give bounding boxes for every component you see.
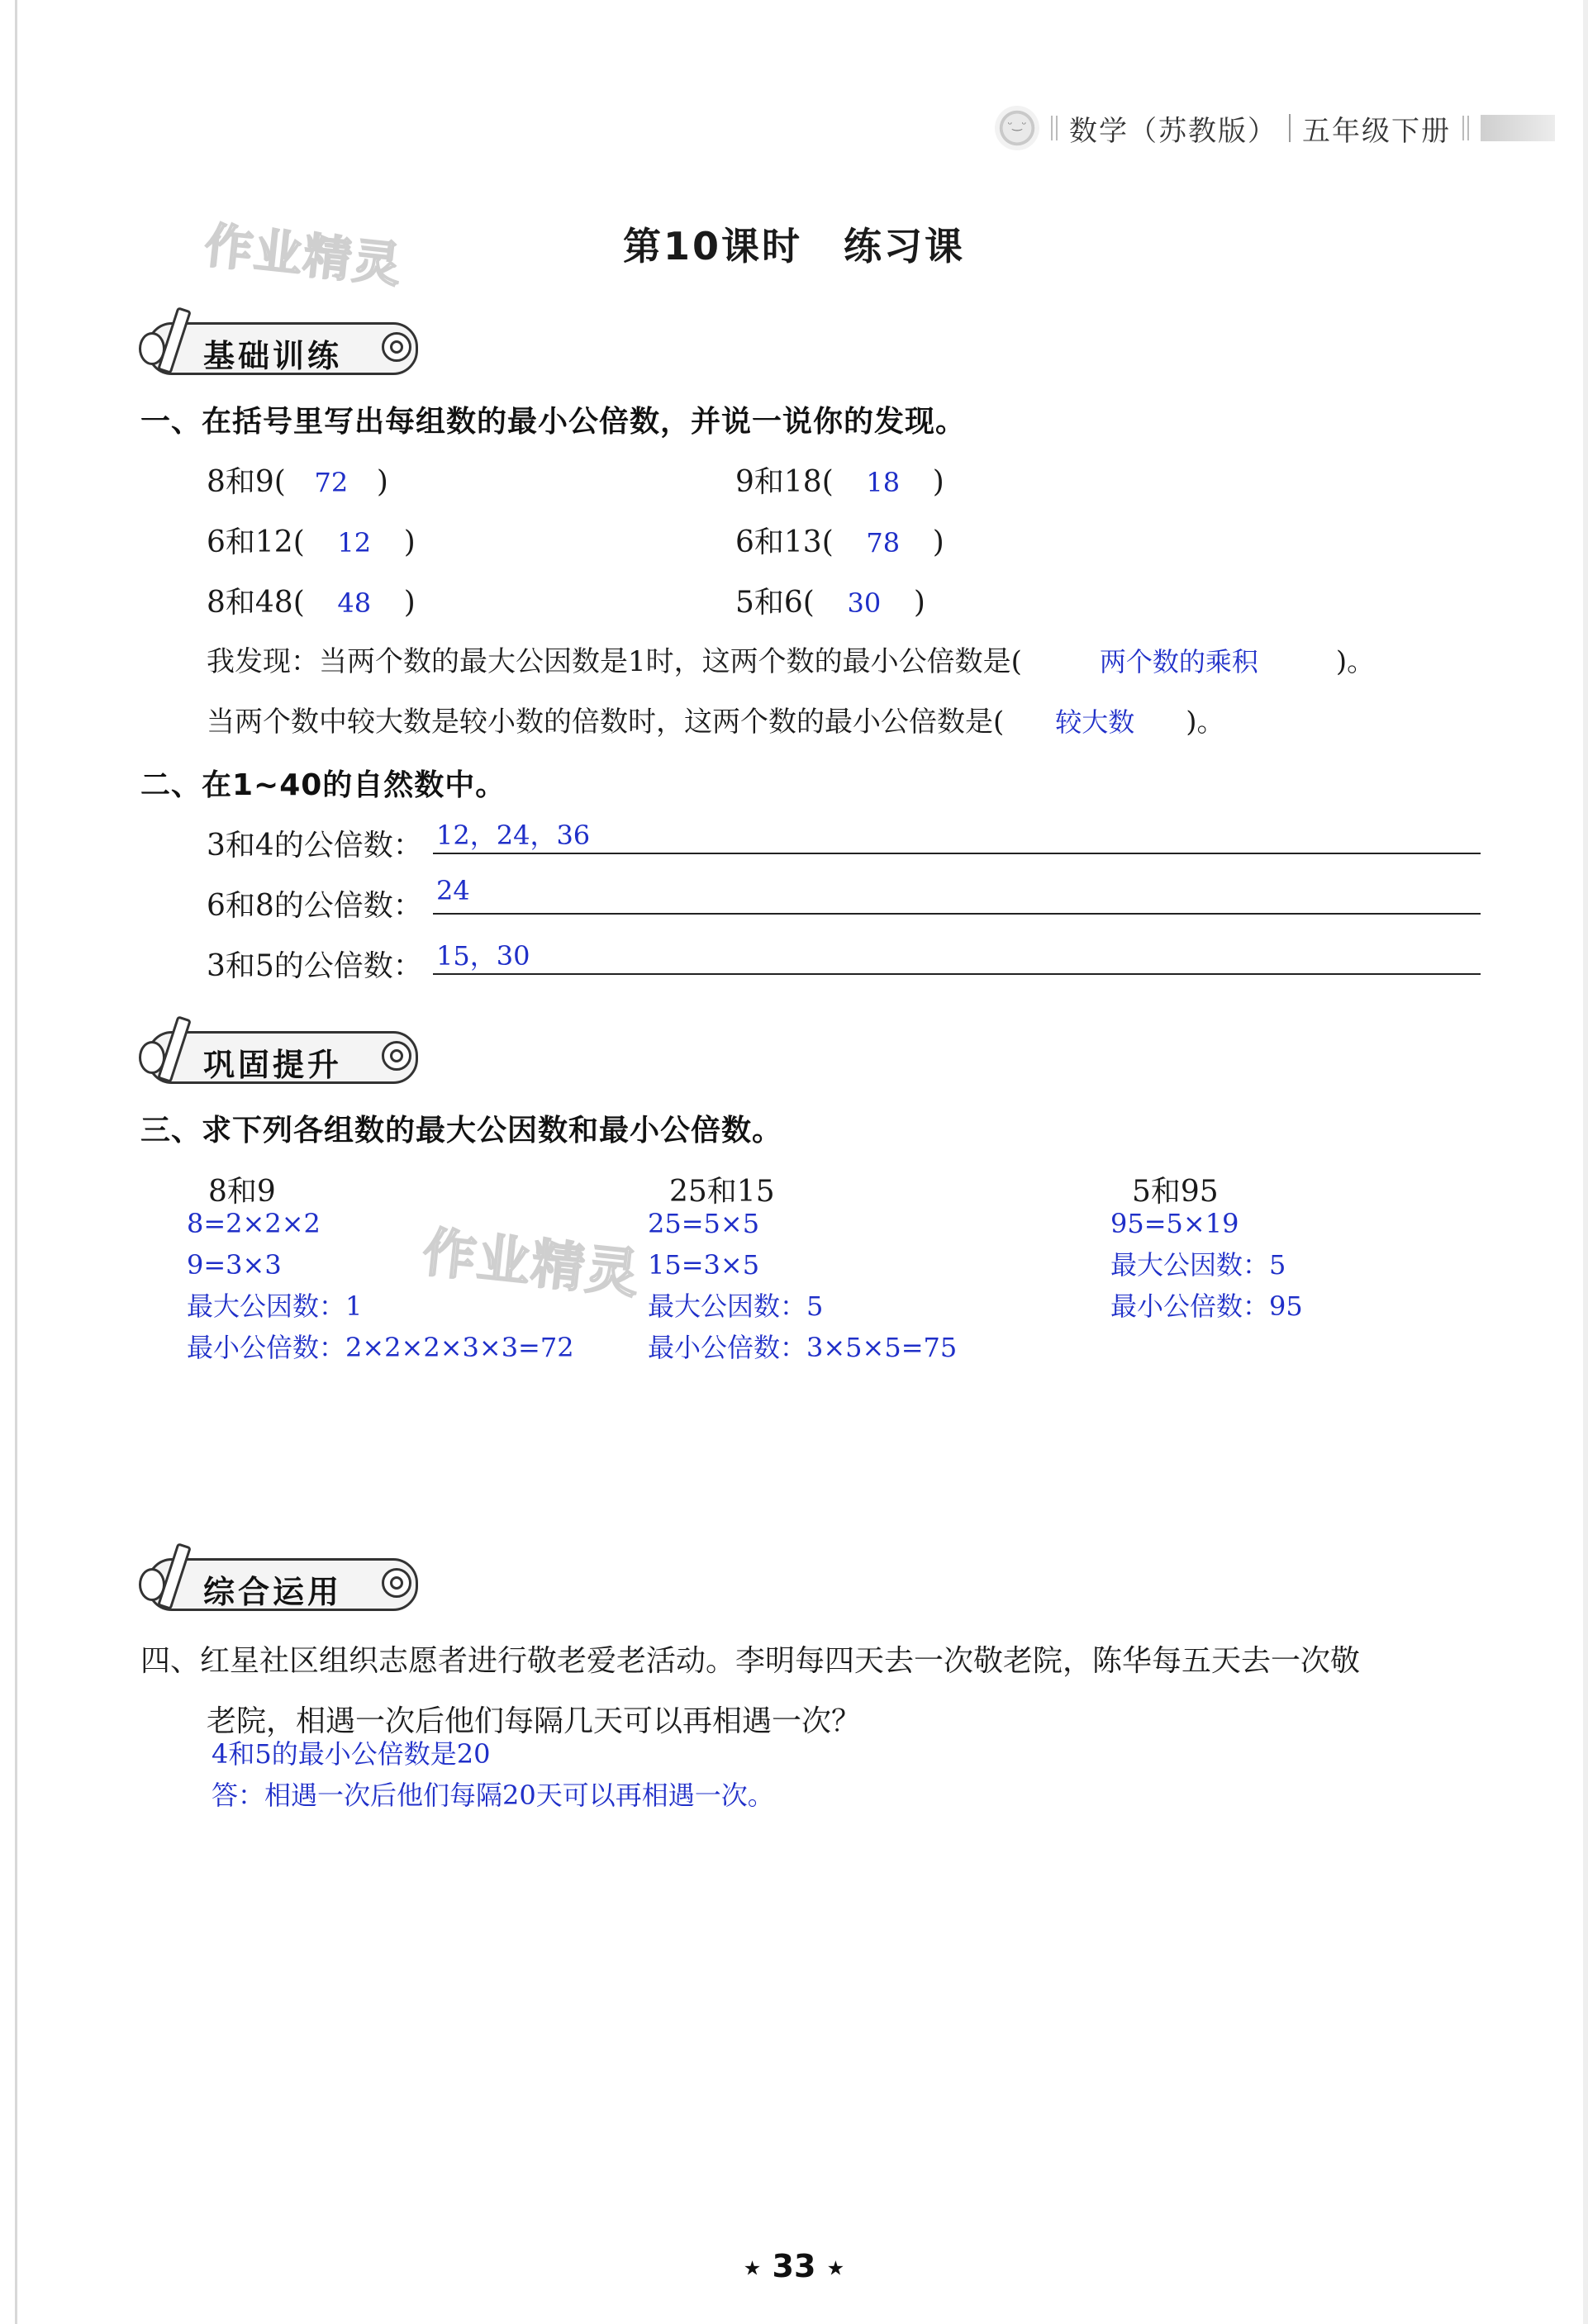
q4-answer: 4和5的最小公倍数是20 [212, 1738, 491, 1770]
q2-answer: 24 [436, 875, 470, 906]
ring-icon [382, 1568, 411, 1598]
section-label: 巩固提升 [203, 1047, 343, 1083]
q1-answer: 30 [847, 587, 882, 619]
q1-item: 9和18( 18 ) [735, 465, 944, 499]
lesson-topic: 练习课 [844, 224, 965, 269]
header-grade: 五年级下册 [1302, 114, 1451, 148]
question-3-prompt: 三、求下列各组数的最大公因数和最小公倍数。 [140, 1114, 783, 1148]
q1-item: 6和12( 12 ) [207, 525, 416, 559]
page-edge [15, 0, 17, 2324]
q1-finding-1: 我发现：当两个数的最大公因数是1时，这两个数的最小公倍数是( 两个数的乘积 )。 [207, 645, 1376, 678]
question-4-prompt-cont: 老院，相遇一次后他们每隔几天可以再相遇一次？ [207, 1704, 862, 1738]
header-decoration [1481, 115, 1555, 141]
ring-icon [382, 332, 411, 362]
q3-group-work: 25=5×5 15=3×5 最大公因数：5 最小公倍数：3×5×5=75 [648, 1208, 958, 1363]
page-header [995, 99, 1555, 157]
sun-mascot-icon [995, 106, 1039, 150]
answer-line [433, 853, 1481, 854]
page-number: ★ 33 ★ [743, 2248, 845, 2284]
header-subject: 数学（苏教版） [1069, 114, 1277, 148]
star-icon: ★ [743, 2256, 762, 2280]
q1-answer: 18 [866, 467, 901, 498]
q1-answer: 48 [337, 587, 372, 619]
answer-line [433, 913, 1481, 915]
answer-line [433, 973, 1481, 975]
q3-group-heading: 8和9 [208, 1175, 276, 1209]
q3-group-work: 95=5×19 最大公因数：5 最小公倍数：95 [1110, 1208, 1303, 1322]
section-badge-basic [139, 316, 420, 377]
q2-answer: 15，30 [436, 940, 530, 972]
question-1-prompt: 一、在括号里写出每组数的最小公倍数，并说一说你的发现。 [140, 405, 967, 439]
header-divider [1462, 116, 1469, 140]
q1-answer: 12 [337, 527, 372, 558]
q4-answer-statement: 答：相遇一次后他们每隔20天可以再相遇一次。 [212, 1780, 774, 1811]
q2-answer: 12，24，36 [436, 820, 591, 851]
section-label: 基础训练 [203, 338, 343, 374]
question-2-prompt: 二、在1~40的自然数中。 [140, 768, 506, 802]
q1-answer: 78 [866, 527, 901, 558]
q2-item: 6和8的公倍数： [207, 889, 423, 923]
q2-item: 3和5的公倍数： [207, 949, 423, 983]
q3-group-heading: 25和15 [669, 1175, 775, 1209]
section-label: 综合运用 [203, 1574, 343, 1610]
q1-finding-answer: 较大数 [1055, 706, 1135, 738]
ring-icon [382, 1041, 411, 1071]
header-divider [1051, 116, 1058, 140]
section-badge-apply [139, 1552, 420, 1613]
q1-item: 5和6( 30 ) [735, 586, 925, 620]
q3-group-work: 8=2×2×2 9=3×3 最大公因数：1 最小公倍数：2×2×2×3×3=72 [187, 1208, 574, 1363]
q1-finding-2: 当两个数中较大数是较小数的倍数时，这两个数的最小公倍数是( 较大数 )。 [207, 706, 1225, 739]
watermark: 作业精灵 [202, 216, 406, 294]
q1-item: 8和9( 72 ) [207, 465, 388, 499]
q3-group-heading: 5和95 [1132, 1175, 1219, 1209]
q1-item: 8和48( 48 ) [207, 586, 416, 620]
q1-item: 6和13( 78 ) [735, 525, 944, 559]
watermark: 作业精灵 [420, 1222, 644, 1306]
star-icon: ★ [826, 2256, 845, 2280]
q1-finding-answer: 两个数的乘积 [1099, 646, 1258, 677]
page-title [0, 216, 1588, 271]
header-separator [1289, 114, 1291, 142]
question-4-prompt: 四、红星社区组织志愿者进行敬老爱老活动。李明每四天去一次敬老院，陈华每五天去一次敬 [140, 1644, 1361, 1678]
q2-item: 3和4的公倍数： [207, 829, 423, 863]
section-badge-improve [139, 1024, 420, 1086]
page-edge-right [1583, 0, 1588, 2324]
q1-answer: 72 [314, 467, 349, 498]
lesson-number: 第10课时 [622, 224, 802, 269]
